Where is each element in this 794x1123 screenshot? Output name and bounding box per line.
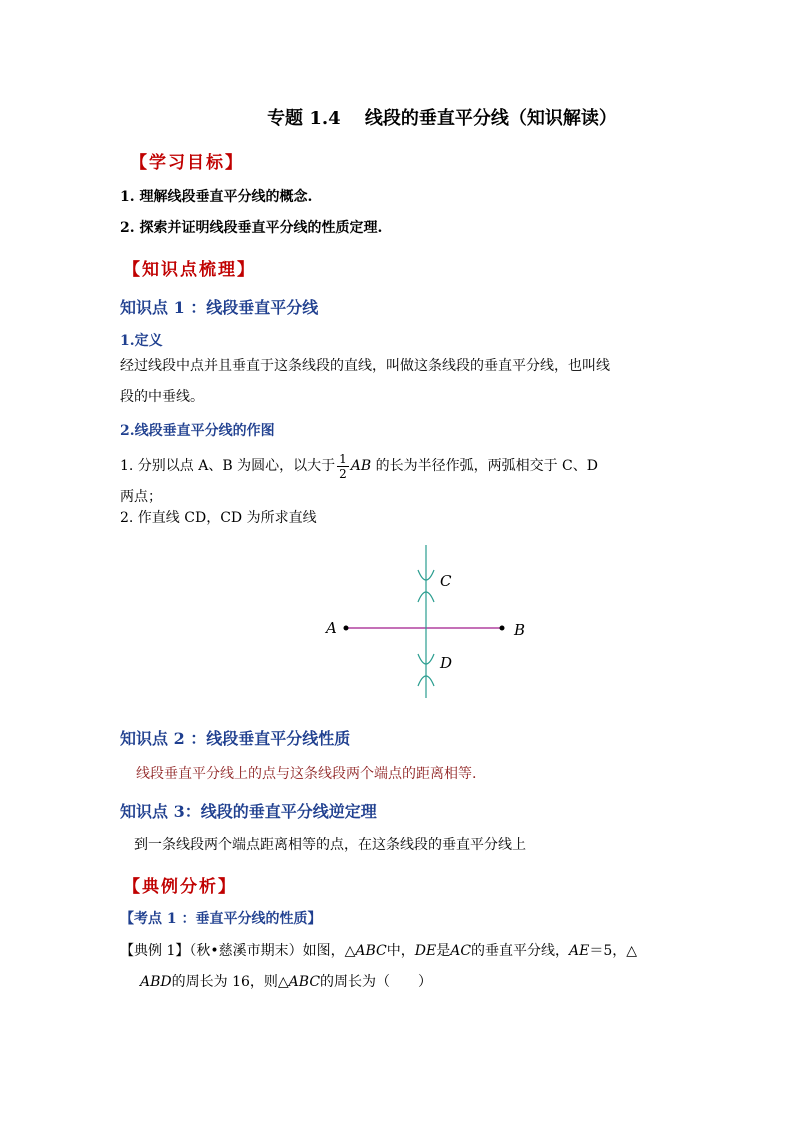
example1-text-e: ＝5，△ bbox=[589, 943, 638, 959]
fraction-numerator: 1 bbox=[339, 451, 347, 466]
step1-text-a: 1. 分别以点 A、B 为圆心，以大于 bbox=[120, 458, 336, 474]
page-title: 专题 1.4 线段的垂直平分线（知识解读） bbox=[267, 108, 617, 129]
perpendicular-bisector-diagram bbox=[310, 540, 550, 702]
kp3-title: 知识点 3：线段的垂直平分线逆定理 bbox=[120, 802, 377, 821]
step1-line2: 两点； bbox=[120, 489, 162, 505]
examples-header: 【典例分析】 bbox=[123, 877, 237, 897]
label-b: B bbox=[514, 621, 526, 639]
example1-text-a: （秋•慈溪市期末）如图，△ bbox=[189, 943, 356, 959]
step1-text-b: 的长为半径作弧，两弧相交于 C、D bbox=[371, 458, 598, 474]
example1-abc: ABC bbox=[355, 943, 387, 959]
kp1-title: 知识点 1 ：线段垂直平分线 bbox=[120, 298, 319, 317]
example1-de: DE bbox=[414, 943, 437, 959]
example1-abd: ABD bbox=[140, 974, 172, 990]
knowledge-header: 【知识点梳理】 bbox=[123, 260, 256, 280]
label-d: D bbox=[440, 654, 453, 672]
goals-header: 【学习目标】 bbox=[130, 153, 244, 173]
kp3-text: 到一条线段两个端点距离相等的点，在这条线段的垂直平分线上 bbox=[134, 837, 526, 853]
example1-text-c: 是 bbox=[436, 943, 451, 959]
kp2-text: 线段垂直平分线上的点与这条线段两个端点的距离相等. bbox=[136, 766, 477, 782]
step1-line bbox=[120, 448, 598, 484]
step1-ab: AB bbox=[350, 458, 372, 474]
point-b bbox=[500, 626, 505, 631]
step2-line: 2. 作直线 CD，CD 为所求直线 bbox=[120, 510, 317, 526]
label-c: C bbox=[440, 572, 452, 590]
goal-item-1: 1. 理解线段垂直平分线的概念. bbox=[120, 189, 313, 205]
example1-text-b: 中， bbox=[386, 943, 415, 959]
test-point-1: 【考点 1 ：垂直平分线的性质】 bbox=[120, 911, 322, 927]
example1-line1 bbox=[120, 935, 637, 967]
example1-line2 bbox=[140, 966, 432, 998]
example1-text-g: 的周长为（ ） bbox=[320, 974, 433, 990]
example1-ae: AE bbox=[569, 943, 590, 959]
fraction-denominator: 2 bbox=[339, 466, 347, 481]
construction-label: 2.线段垂直平分线的作图 bbox=[120, 423, 275, 439]
example1-text-d: 的垂直平分线， bbox=[471, 943, 570, 959]
example1-ac: AC bbox=[450, 943, 472, 959]
point-a bbox=[344, 626, 349, 631]
kp2-title: 知识点 2 ：线段垂直平分线性质 bbox=[120, 729, 351, 748]
label-a: A bbox=[326, 619, 337, 637]
example1-label: 【典例 1】 bbox=[120, 943, 190, 959]
example1-text-f: 的周长为 16，则△ bbox=[171, 974, 289, 990]
definition-text-line1: 经过线段中点并且垂直于这条线段的直线，叫做这条线段的垂直平分线，也叫线 bbox=[120, 358, 610, 374]
definition-text-line2: 段的中垂线。 bbox=[120, 389, 204, 405]
example1-abc-2: ABC bbox=[288, 974, 321, 990]
definition-label: 1.定义 bbox=[120, 333, 163, 349]
fraction-half bbox=[337, 452, 349, 481]
goal-item-2: 2. 探索并证明线段垂直平分线的性质定理. bbox=[120, 220, 383, 236]
